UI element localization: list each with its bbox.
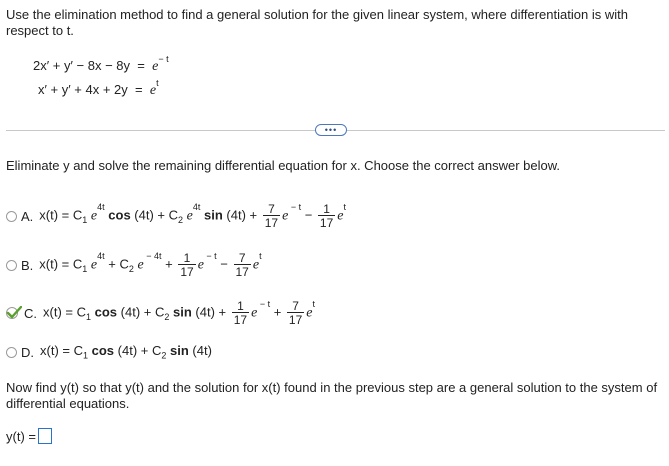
equation-2: $x' + y' + 4x + 2y = e^t$ — [38, 78, 159, 98]
prompt-line-2: respect to t. — [6, 23, 74, 38]
answer-input[interactable] — [38, 428, 52, 444]
option-c-letter: C. — [24, 305, 37, 321]
option-d[interactable] — [6, 342, 212, 362]
option-a-expression: $x(t) = C_1$ $e^{4t}$ $\cos (4t) + C_2$ $e^{4t}$ sin (4t) + $\frac{7}{17}$ e $^{- t}$ − $\frac{1}{17}$ $e^t$ — [39, 202, 347, 230]
instruction-text: Eliminate y and solve the remaining differential equation for x. Choose the correct answer below. — [6, 158, 561, 173]
option-b-expression: $x(t) = C_1$ $e^{4t} + C_2$ e $^{- 4t}$ + $\frac{1}{17}$ e $^{- t}$ − $\frac{7}{17}$ $e^t$ — [39, 251, 262, 279]
answer-label: y(t) = — [6, 428, 36, 444]
followup-line-1: Now find y(t) so that y(t) and the solution for x(t) found in the previous step are a general solution to the system of — [6, 380, 658, 395]
option-b[interactable] — [6, 250, 262, 280]
equation-2-rhs-exp: t — [156, 78, 159, 88]
option-c-expression: $x(t) = C_1$ $\cos (4t) + C_2$ sin (4t) + $\frac{1}{17}$ e $^{- t}$ + $\frac{7}{17}$ $e^t$ — [43, 299, 315, 327]
option-c[interactable] — [6, 298, 315, 328]
equation-1: $2x' + y' - 8x - 8y = e^{- t}$ — [33, 54, 169, 74]
option-a[interactable] — [6, 201, 346, 231]
correct-check-icon — [6, 306, 22, 320]
more-button[interactable]: ••• — [315, 124, 347, 136]
equation-2-rhs-base: e — [149, 83, 157, 98]
equation-1-rhs-exp: − t — [158, 54, 169, 64]
option-a-radio[interactable] — [6, 211, 17, 222]
option-d-expression: $x(t) = C_1$ $\cos (4t) + C_2$ sin (4t) — [40, 343, 212, 361]
option-d-radio[interactable] — [6, 347, 17, 358]
equation-1-lhs: 2x′ + y′ − 8x − 8y — [33, 58, 131, 73]
option-b-letter: B. — [21, 257, 34, 273]
equation-2-lhs: x′ + y′ + 4x + 2y — [38, 82, 128, 97]
answer-row — [6, 428, 52, 444]
option-d-letter: D. — [21, 344, 34, 360]
prompt-line-1: Use the elimination method to find a general solution for the given linear system, where differentiation is with — [6, 7, 628, 22]
followup-line-2: differential equations. — [6, 396, 130, 411]
option-b-radio[interactable] — [6, 260, 17, 271]
option-a-letter: A. — [21, 208, 34, 224]
equation-1-rhs-base: e — [152, 59, 159, 74]
